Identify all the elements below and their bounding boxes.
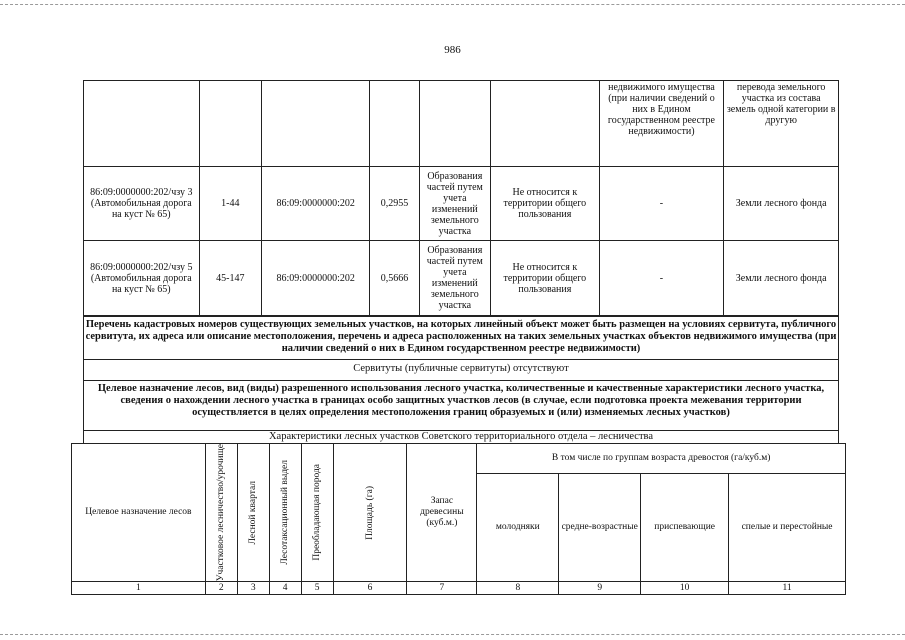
table-row — [72, 444, 846, 474]
column-number: 3 — [237, 582, 269, 595]
forest-subtitle: Характеристики лесных участков Советского территориального отдела – лесничества — [83, 430, 839, 444]
servitude-value: Сервитуты (публичные сервитуты) отсутствуют — [83, 359, 839, 381]
land-category: Земли лесного фонда — [724, 241, 839, 316]
forest-characteristics-table — [71, 443, 846, 595]
forest-quarter: 45-147 — [199, 241, 261, 316]
public-use: Не относится к территории общего пользования — [491, 241, 599, 316]
header-young: молодняки — [477, 474, 559, 582]
column-number: 10 — [641, 582, 729, 595]
plot-area: 0,5666 — [370, 241, 419, 316]
header-quarter: Лесной квартал — [237, 444, 269, 582]
page-number: 986 — [444, 44, 461, 56]
plot-id: 86:09:0000000:202/чзу 5 (Автомобильная дорога на куст № 65) — [84, 241, 200, 316]
land-plots-table — [83, 80, 839, 316]
header-purpose: Целевое назначение лесов — [72, 444, 206, 582]
table-row — [84, 241, 839, 316]
column-number: 7 — [407, 582, 477, 595]
table-row — [84, 167, 839, 241]
forest-header: Целевое назначение лесов, вид (виды) разрешенного использования лесного участка, количественные и качественные характеристики лесного участка, сведения о нахождении лесного участка в границах особо защитных участков лесов (в случае, если подготовка проекта межевания территории осуществляется в целях определения местоположения границ образуемых и (или) изменяемых лесных участков) — [83, 380, 839, 431]
column-number: 1 — [72, 582, 206, 595]
header-mature: спелые и перестойные — [729, 474, 846, 582]
land-category: Земли лесного фонда — [724, 167, 839, 241]
scan-edge-top — [0, 4, 905, 5]
column-number: 11 — [729, 582, 846, 595]
header-fragment-info: недвижимого имущества (при наличии сведений о них в Едином государственном реестре недвижимости) — [599, 81, 724, 167]
header-district: Участковое лесничество/урочище — [205, 444, 237, 582]
header-maturing: приспевающие — [641, 474, 729, 582]
column-number: 4 — [269, 582, 301, 595]
plot-id: 86:09:0000000:202/чзу 3 (Автомобильная дорога на куст № 65) — [84, 167, 200, 241]
registry-info: - — [599, 241, 724, 316]
public-use: Не относится к территории общего пользования — [491, 167, 599, 241]
column-number: 5 — [301, 582, 333, 595]
registry-info: - — [599, 167, 724, 241]
column-number: 2 — [205, 582, 237, 595]
header-fragment-category: перевода земельного участка из состава земель одной категории в другую — [724, 81, 839, 167]
forest-quarter: 1-44 — [199, 167, 261, 241]
header-species: Преобладающая порода — [301, 444, 333, 582]
column-number: 6 — [333, 582, 407, 595]
column-numbers-row — [72, 582, 846, 595]
formation-method: Образования частей путем учета изменений земельного участка — [419, 241, 491, 316]
header-allotment: Лесотаксационный выдел — [269, 444, 301, 582]
column-number: 8 — [477, 582, 559, 595]
header-age-groups: В том числе по группам возраста древостоя (га/куб.м) — [477, 444, 846, 474]
formation-method: Образования частей путем учета изменений земельного участка — [419, 167, 491, 241]
cadastral-number: 86:09:0000000:202 — [261, 241, 369, 316]
cadastral-number: 86:09:0000000:202 — [261, 167, 369, 241]
header-timber-stock: Запас древесины (куб.м.) — [407, 444, 477, 582]
column-number: 9 — [559, 582, 641, 595]
header-middle-aged: средне-возрастные — [559, 474, 641, 582]
header-area: Площадь (га) — [333, 444, 407, 582]
plot-area: 0,2955 — [370, 167, 419, 241]
servitude-header: Перечень кадастровых номеров существующих земельных участков, на которых линейный объект может быть размещен на условиях сервитута, публичного сервитута, их адреса или описание местоположения, перечень и адреса расположенных на таких земельных участках объектов недвижимого имущества (при наличии сведений о них в Едином государственном реестре недвижимости) — [83, 316, 839, 360]
scan-edge-bottom — [0, 634, 905, 635]
table-row — [84, 81, 839, 167]
